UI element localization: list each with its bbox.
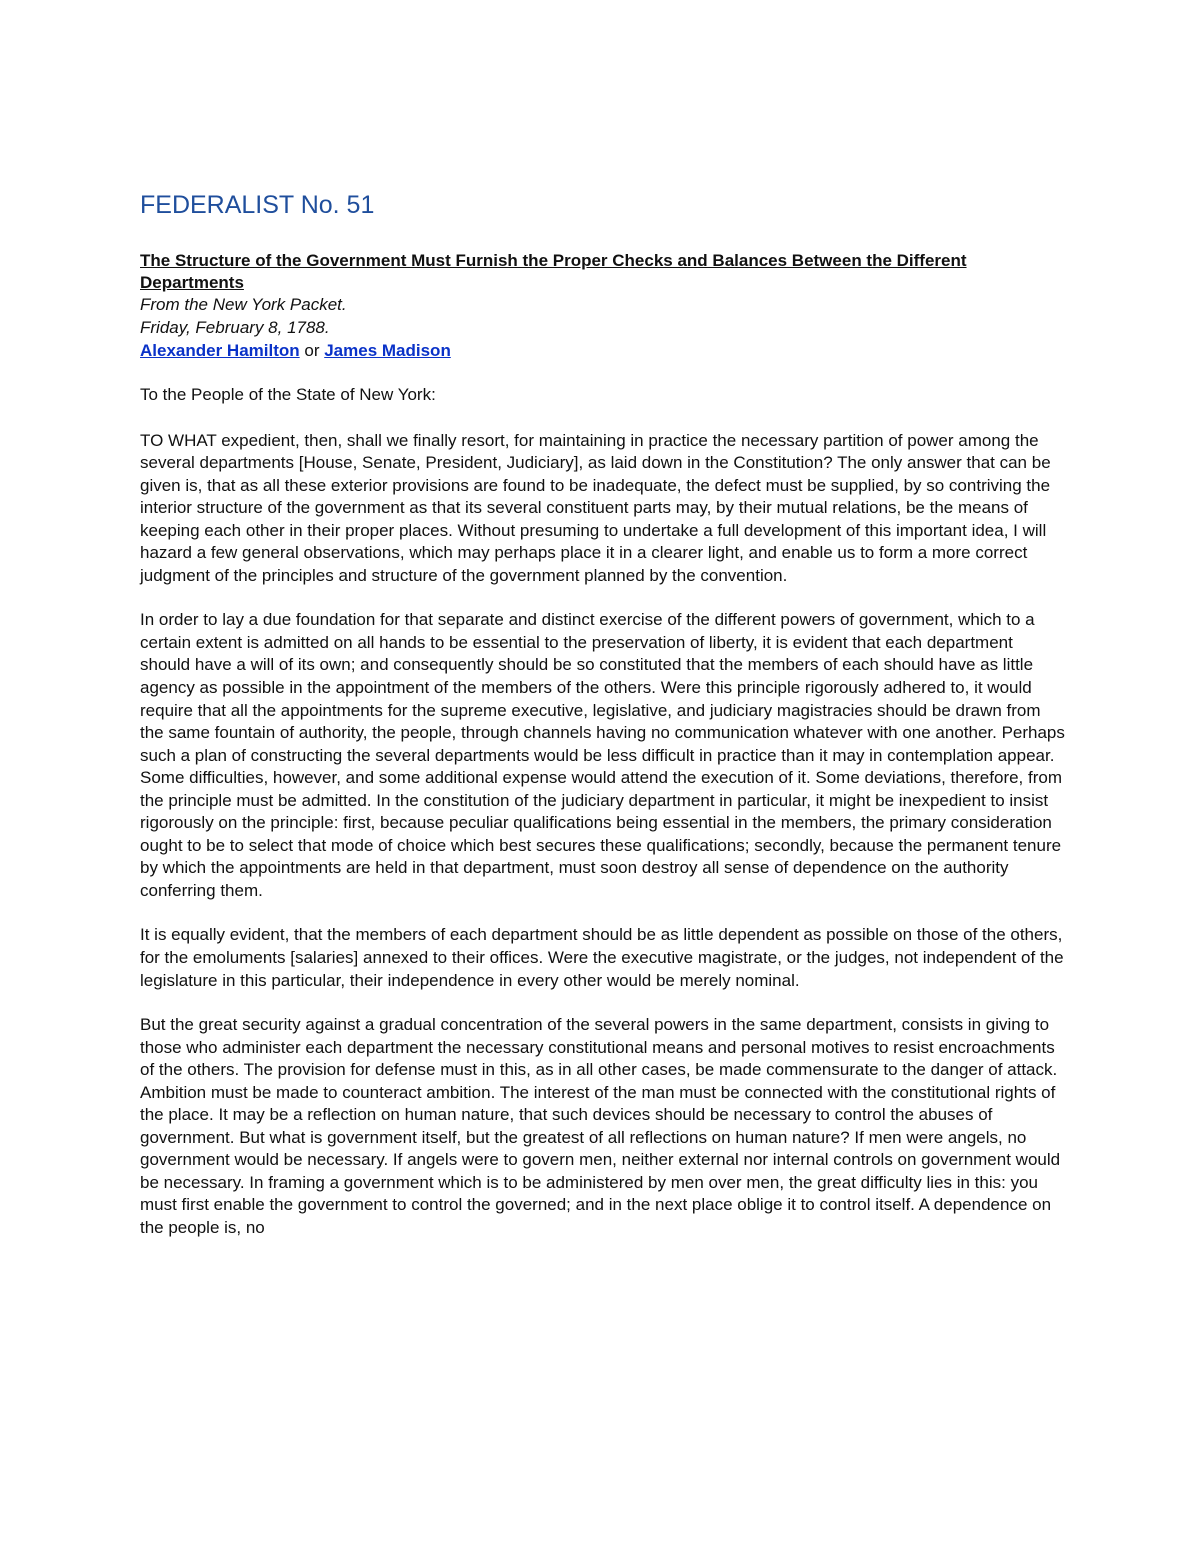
source-line: From the New York Packet. (140, 295, 347, 314)
paragraph-3: It is equally evident, that the members of each department should be as little dependent as possible on those of the others, for the emoluments [salaries] annexed to their offices. Were the executive magistrate, or the judges, not independent of the legislature in this particular, their independence in every other would be merely nominal. (140, 925, 1064, 990)
document-page (140, 190, 1065, 1240)
paragraph-4: But the great security against a gradual concentration of the several powers in the same department, consists in giving to those who administer each department the necessary constitutional means and personal motives to resist encroachments of the others. The provision for defense must in this, as in all other cases, be made commensurate to the danger of attack. Ambition must be made to counteract ambition. The interest of the man must be connected with the constitutional rights of the place. It may be a reflection on human nature, that such devices should be necessary to control the abuses of government. But what is government itself, but the greatest of all reflections on human nature? If men were angels, no government would be necessary. If angels were to govern men, neither external nor internal controls on government would be necessary. In framing a government which is to be administered by men over men, the great difficulty lies in this: you must first enable the government to control the governed; and in the next place oblige it to control itself. A dependence on the people is, no (140, 1015, 1061, 1237)
salutation: To the People of the State of New York: (140, 385, 436, 404)
date-line: Friday, February 8, 1788. (140, 317, 330, 337)
authors-line (140, 339, 1065, 362)
page-title: FEDERALIST No. 51 (140, 191, 375, 219)
document-subtitle: The Structure of the Government Must Furnish the Proper Checks and Balances Between the Different Departments (140, 251, 967, 292)
paragraph-2: In order to lay a due foundation for that separate and distinct exercise of the different powers of government, which to a certain extent is admitted on all hands to be essential to the preservation of liberty, it is evident that each department should have a will of its own; and consequently should be so constituted that the members of each should have as little agency as possible in the appointment of the members of the others. Were this principle rigorously adhered to, it would require that all the appointments for the supreme executive, legislative, and judiciary magistracies should be drawn from the same fountain of authority, the people, through channels having no communication whatever with one another. Perhaps such a plan of constructing the several departments would be less difficult in practice than it may in contemplation appear. Some difficulties, however, and some additional expense would attend the execution of it. Some deviations, therefore, from the principle must be admitted. In the constitution of the judiciary department in particular, it might be inexpedient to insist rigorously on the principle: first, because peculiar qualifications being essential in the members, the primary consideration ought to be to select that mode of choice which best secures these qualifications; secondly, because the permanent tenure by which the appointments are held in that department, must soon destroy all sense of dependence on the authority conferring them. (140, 610, 1065, 900)
author-link-madison[interactable]: James Madison (324, 341, 451, 360)
paragraph-1: TO WHAT expedient, then, shall we finally resort, for maintaining in practice the necessary partition of power among the several departments [House, Senate, President, Judiciary], as laid down in the Constitution? The only answer that can be given is, that as all these exterior provisions are found to be inadequate, the defect must be supplied, by so contriving the interior structure of the government as that its several constituent parts may, by their mutual relations, be the means of keeping each other in their proper places. Without presuming to undertake a full development of this important idea, I will hazard a few general observations, which may perhaps place it in a clearer light, and enable us to form a more correct judgment of the principles and structure of the government planned by the convention. (140, 430, 1051, 585)
author-link-hamilton[interactable]: Alexander Hamilton (140, 341, 300, 360)
author-separator: or (299, 341, 325, 360)
